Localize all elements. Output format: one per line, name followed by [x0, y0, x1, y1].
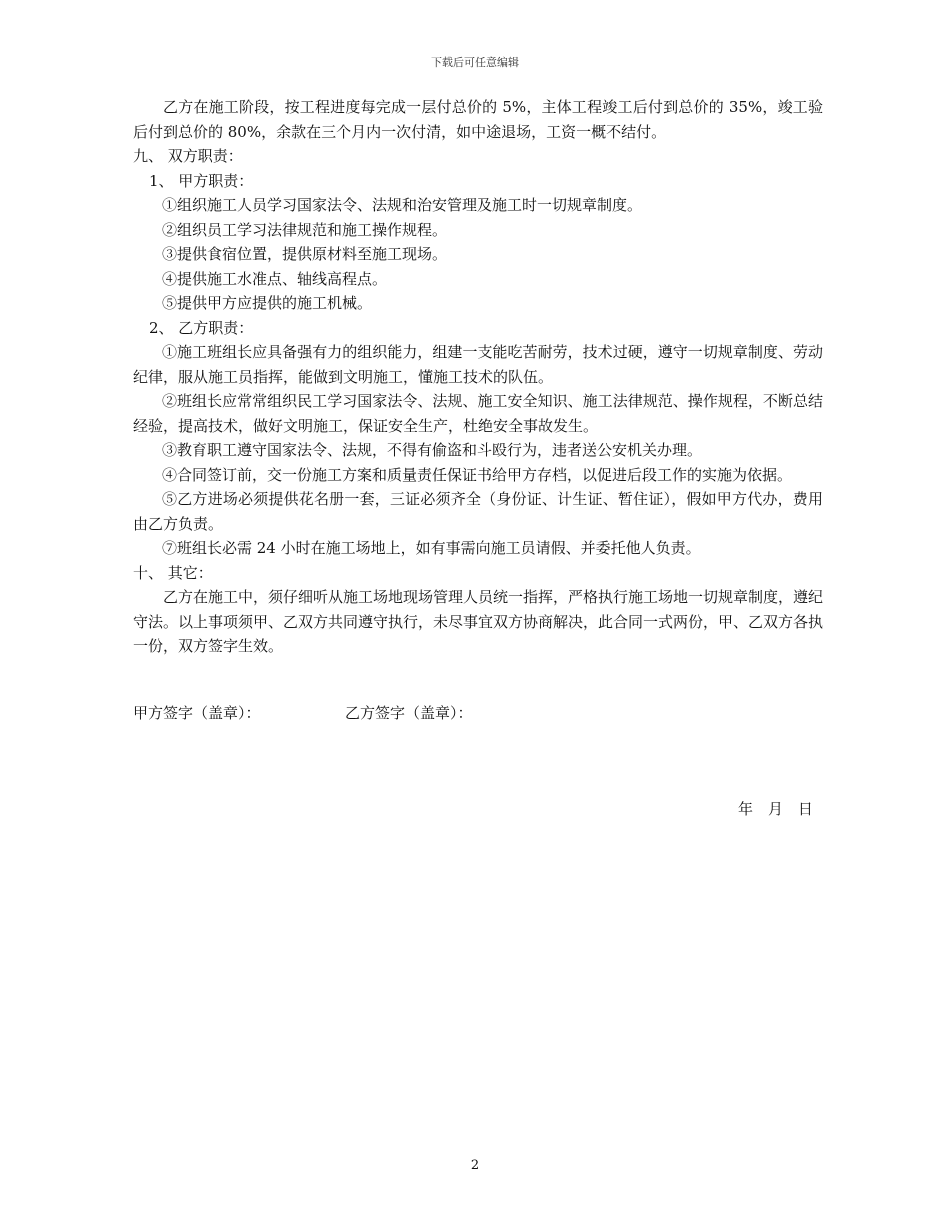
party-a-item: ③提供食宿位置，提供原材料至施工现场。 [162, 245, 448, 263]
page-header-note: 下载后可任意编辑 [431, 56, 519, 69]
party-b-item: ④合同签订前，交一份施工方案和质量责任保证书给甲方存档，以促进后段工作的实施为依据。 [162, 465, 793, 484]
section-10-heading: 十、 其它： [133, 563, 213, 582]
date-line: 年 月 日 [738, 800, 814, 818]
party-b-item: ①施工班组长应具备强有力的组织能力，组建一支能吃苦耐劳，技术过硬，遵守一切规章制度、劳动纪律，服从施工员指挥，能做到文明施工，懂施工技术的队伍。 [133, 343, 823, 386]
section-9-heading: 九、 双方职责： [133, 147, 243, 165]
party-b-item: ②班组长应常常组织民工学习国家法令、法规、施工安全知识、施工法律规范、操作规程，不断总结经验，提高技术，做好文明施工，保证安全生产，杜绝安全事故发生。 [133, 392, 823, 435]
other-paragraph: 乙方在施工中，须仔细听从施工场地现场管理人员统一指挥，严格执行施工场地一切规章制度，遵纪守法。以上事项须甲、乙双方共同遵守执行，未尽事宜双方协商解决，此合同一式两份，甲、乙双方各执一份，双方签字生效。 [133, 588, 824, 655]
party-a-item: ②组织员工学习法律规范和施工操作规程。 [162, 220, 448, 239]
party-a-item: ④提供施工水准点、轴线高程点。 [162, 269, 388, 288]
party-b-item: ⑤乙方进场必须提供花名册一套，三证必须齐全（身份证、计生证、暂住证），假如甲方代办，费用由乙方负责。 [133, 490, 823, 533]
party-b-heading: 2、 乙方职责： [149, 318, 254, 337]
page-number: 2 [470, 1158, 480, 1173]
party-a-item: ①组织施工人员学习国家法令、法规和治安管理及施工时一切规章制度。 [162, 196, 643, 214]
party-a-signature-label: 甲方签字（盖章）： [133, 704, 261, 722]
payment-paragraph: 乙方在施工阶段，按工程进度每完成一层付总价的 5%，主体工程竣工后付到总价的 35%，竣工验后付到总价的 80%，余款在三个月内一次付清，如中途退场，工资一概不结付。 [133, 98, 823, 141]
contract-body [133, 95, 823, 659]
party-a-heading: 1、 甲方职责： [149, 171, 254, 190]
signature-row [133, 702, 473, 723]
party-b-item: ③教育职工遵守国家法令、法规，不得有偷盗和斗殴行为，违者送公安机关办理。 [162, 441, 703, 459]
party-a-item: ⑤提供甲方应提供的施工机械。 [162, 294, 373, 312]
party-b-signature-label: 乙方签字（盖章）： [345, 704, 473, 722]
party-b-item: ⑦班组长必需 24 小时在施工场地上，如有事需向施工员请假、并委托他人负责。 [162, 539, 701, 557]
